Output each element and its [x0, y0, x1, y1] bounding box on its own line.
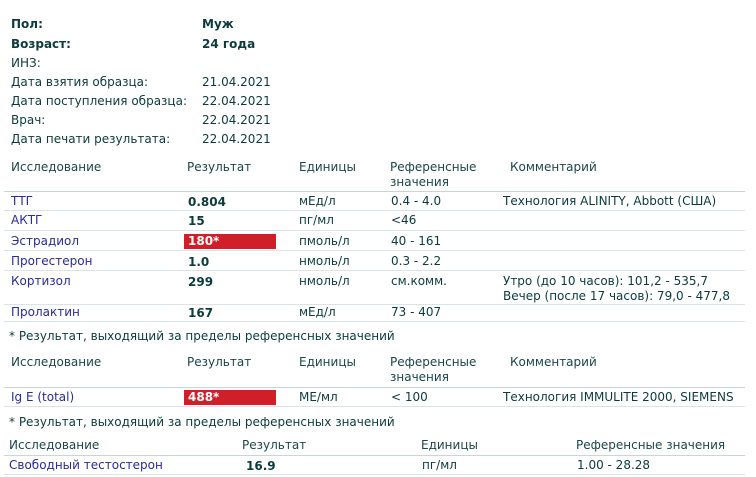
doctor-value: 22.04.2021: [202, 113, 271, 127]
result-value: 1.0: [188, 255, 210, 269]
col-header-ref-1: Референсные: [390, 355, 477, 369]
units: нмоль/л: [299, 254, 350, 268]
result-value: 15: [188, 214, 205, 228]
col-header-result: Результат: [242, 438, 307, 452]
print-date-value: 22.04.2021: [202, 132, 271, 146]
sample-received-value: 22.04.2021: [202, 94, 271, 108]
result-value: 16.9: [246, 459, 276, 473]
col-header-comment: Комментарий: [510, 160, 597, 174]
row-divider: [4, 304, 745, 305]
row-divider: [4, 270, 745, 271]
print-date-label: Дата печати результата:: [11, 132, 171, 146]
col-header-result: Результат: [187, 160, 252, 174]
reference: см.комм.: [391, 274, 447, 288]
test-name: Прогестерон: [11, 254, 93, 268]
col-header-ref: Референсные значения: [576, 438, 726, 452]
footnote: * Результат, выходящий за пределы референсных значений: [9, 415, 395, 429]
row-divider: [4, 406, 745, 407]
units: МЕ/мл: [299, 390, 338, 404]
row-divider: [4, 250, 745, 251]
table-divider: [4, 191, 745, 192]
reference: 40 - 161: [391, 234, 442, 248]
col-header-ref-1: Референсные: [390, 160, 477, 174]
col-header-ref-2: значения: [390, 370, 449, 384]
units: пмоль/л: [299, 234, 350, 248]
footnote: * Результат, выходящий за пределы референсных значений: [9, 329, 395, 343]
col-header-comment: Комментарий: [510, 355, 597, 369]
age-label: Возраст:: [11, 37, 71, 51]
col-header-test: Исследование: [11, 355, 102, 369]
col-header-test: Исследование: [11, 160, 102, 174]
col-header-units: Единицы: [299, 160, 356, 174]
test-name: Кортизол: [11, 274, 71, 288]
reference: 1.00 - 28.28: [577, 458, 651, 472]
col-header-test: Исследование: [9, 438, 100, 452]
test-name: Пролактин: [11, 305, 80, 319]
units: пг/мл: [299, 213, 334, 227]
test-name: Ig E (total): [11, 390, 75, 404]
units: мЕд/л: [299, 305, 336, 319]
table-divider: [4, 455, 745, 456]
result-value: 167: [188, 306, 214, 320]
row-divider: [4, 210, 745, 211]
col-header-units: Единицы: [421, 438, 478, 452]
reference: < 100: [391, 390, 428, 404]
col-header-units: Единицы: [299, 355, 356, 369]
row-divider: [4, 230, 745, 231]
test-name: АКТГ: [11, 213, 43, 227]
flagged-result-value: 180*: [184, 234, 276, 249]
comment: Технология ALINITY, Abbott (США): [503, 194, 717, 208]
flagged-result-value: 488*: [184, 390, 276, 405]
test-name: Эстрадиол: [11, 234, 80, 248]
col-header-ref-2: значения: [390, 175, 449, 189]
units: мЕд/л: [299, 194, 336, 208]
sample-received-label: Дата поступления образца:: [11, 94, 187, 108]
comment: Технология IMMULITE 2000, SIEMENS: [503, 390, 734, 404]
test-name: ТТГ: [11, 194, 33, 208]
age-value: 24 года: [202, 37, 256, 51]
sex-value: Муж: [202, 17, 234, 31]
result-value: 299: [188, 275, 214, 289]
table-divider: [4, 387, 745, 388]
comment-line-2: Вечер (после 17 часов): 79,0 - 477,8: [503, 289, 730, 303]
result-value: 0.804: [188, 195, 226, 209]
reference: <46: [391, 213, 417, 227]
sample-taken-value: 21.04.2021: [202, 75, 271, 89]
sample-taken-label: Дата взятия образца:: [11, 75, 149, 89]
units: пг/мл: [422, 458, 457, 472]
reference: 0.3 - 2.2: [391, 254, 442, 268]
sex-label: Пол:: [11, 17, 43, 31]
col-header-result: Результат: [187, 355, 252, 369]
reference: 73 - 407: [391, 305, 442, 319]
units: нмоль/л: [299, 274, 350, 288]
reference: 0.4 - 4.0: [391, 194, 442, 208]
inz-label: ИНЗ:: [11, 56, 41, 70]
row-divider: [4, 474, 745, 475]
comment-line-1: Утро (до 10 часов): 101,2 - 535,7: [503, 274, 708, 288]
doctor-label: Врач:: [11, 113, 46, 127]
row-divider: [4, 321, 745, 322]
test-name: Свободный тестостерон: [9, 458, 163, 472]
